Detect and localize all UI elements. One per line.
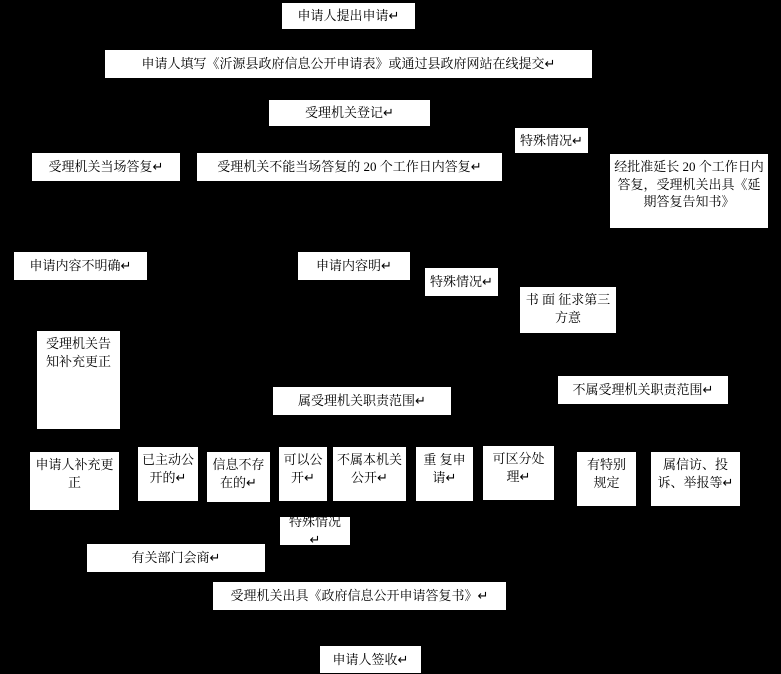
flowchart-node-n12: 受理机关告知补充更正 <box>36 330 121 430</box>
flowchart-node-n17: 信息不存在的↵ <box>206 451 271 503</box>
flowchart-node-n26: 受理机关出具《政府信息公开申请答复书》↵ <box>212 581 507 611</box>
flowchart-node-n15: 申请人补充更正 <box>29 451 120 511</box>
flowchart-node-n05: 受理机关当场答复↵ <box>31 152 181 182</box>
flowchart-node-n08: 申请内容不明确↵ <box>13 251 148 281</box>
flowchart-node-n19: 不属本机关公开↵ <box>332 446 407 502</box>
flowchart-node-n06: 受理机关不能当场答复的 20 个工作日内答复↵ <box>196 152 503 182</box>
flowchart-node-n16: 已主动公开的↵ <box>137 446 199 502</box>
flowchart-node-n07: 经批准延长 20 个工作日内答复，受理机关出具《延期答复告知书》 <box>609 153 769 229</box>
flowchart-node-n22: 有特别规定 <box>576 451 637 507</box>
flowchart-node-n20: 重 复申请↵ <box>415 446 474 502</box>
flowchart-node-n01: 申请人提出申请↵ <box>281 2 416 30</box>
flowchart-node-n24: 特殊情况↵ <box>279 516 351 546</box>
flowchart-node-n03: 受理机关登记↵ <box>268 99 431 127</box>
flowchart-node-n09: 申请内容明↵ <box>297 251 411 281</box>
flowchart-node-n13: 属受理机关职责范围↵ <box>272 386 452 416</box>
flowchart-node-n11: 书 面 征求第三方意 <box>519 286 617 334</box>
flowchart-node-n04: 特殊情况↵ <box>514 127 589 154</box>
flowchart-node-n21: 可区分处理↵ <box>482 445 555 501</box>
flowchart-node-n18: 可以公开↵ <box>278 446 328 502</box>
flowchart-node-n14: 不属受理机关职责范围↵ <box>557 375 729 405</box>
flowchart-node-n10: 特殊情况↵ <box>424 267 499 297</box>
flowchart-node-n25: 有关部门会商↵ <box>86 543 266 573</box>
flowchart-node-n23: 属信访、投诉、举报等↵ <box>650 451 741 507</box>
flowchart-node-n27: 申请人签收↵ <box>319 645 422 674</box>
flowchart-node-n02: 申请人填写《沂源县政府信息公开申请表》或通过县政府网站在线提交↵ <box>104 49 593 79</box>
